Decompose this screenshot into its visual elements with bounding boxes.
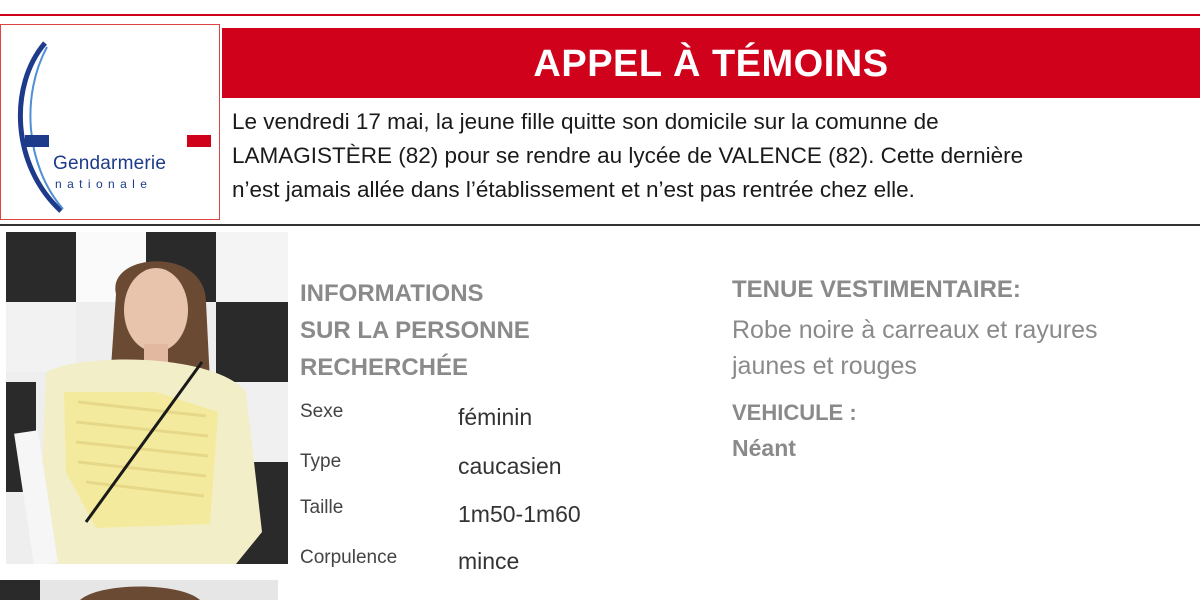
value-sexe: féminin: [458, 404, 533, 430]
vehicle-value: Néant: [732, 435, 796, 461]
logo-subtitle: nationale: [55, 177, 153, 191]
label-taille: Taille: [300, 497, 344, 518]
missing-person-photo: [6, 232, 288, 564]
label-type: Type: [300, 451, 342, 472]
heading-line: SUR LA PERSONNE: [300, 317, 530, 344]
description-line: n’est jamais allée dans l’établissement et n’est pas rentrée chez elle.: [232, 177, 915, 202]
clothing-description: [732, 312, 1192, 384]
clothing-line: jaunes et rouges: [732, 352, 917, 380]
person-info-heading: [300, 275, 700, 386]
incident-description: [232, 105, 1192, 207]
logo-wordmark: Gendarmerie: [53, 153, 167, 174]
gendarmerie-logo: [0, 24, 220, 220]
heading-line: INFORMATIONS: [300, 280, 484, 307]
section-divider: [0, 224, 1200, 226]
value-taille: 1m50-1m60: [458, 501, 581, 527]
label-sexe: Sexe: [300, 401, 344, 422]
description-line: LAMAGISTÈRE (82) pour se rendre au lycée de VALENCE (82). Cette dernière: [232, 143, 1024, 168]
heading-line: RECHERCHÉE: [300, 354, 469, 381]
value-type: caucasien: [458, 453, 562, 479]
label-corpulence: Corpulence: [300, 547, 398, 568]
clothing-line: Robe noire à carreaux et rayures: [732, 316, 1098, 344]
clothing-heading: TENUE VESTIMENTAIRE:: [732, 276, 1021, 303]
page-title-banner: APPEL À TÉMOINS: [222, 28, 1200, 98]
second-photo: [0, 580, 278, 600]
top-rule: [0, 14, 1200, 16]
value-corpulence: mince: [458, 548, 520, 574]
vehicle-heading: VEHICULE :: [732, 400, 857, 425]
description-line: Le vendredi 17 mai, la jeune fille quitte son domicile sur la comunne de: [232, 109, 939, 134]
gendarmerie-emblem-icon: [1, 25, 221, 221]
